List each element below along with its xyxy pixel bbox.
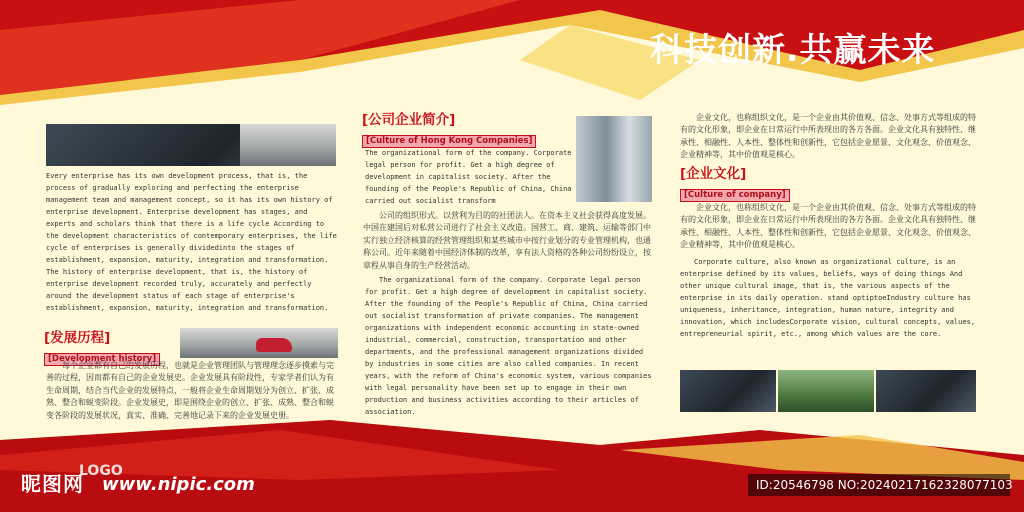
- corporate-culture-heading-en: [Culture of company]: [680, 189, 790, 202]
- company-profile-heading-en: [Culture of Hong Kong Companies]: [362, 135, 536, 148]
- company-profile-heading-cn: [公司企业简介]: [362, 112, 456, 128]
- car-photo: [180, 328, 338, 358]
- interior-photo: [240, 124, 336, 166]
- right-chinese-paragraph-2: 企业文化，也称组织文化，是一个企业由其价值观、信念、处事方式等组成的特有的文化形象，即企业在日常运行中所表现出的各方各面。企业文化具有独特性、继承性、相融性、人本性、整体性和创新性，它包括企业愿景、文化观念、价值观念、企业精神等，其中价值观是核心。: [680, 203, 976, 250]
- facade-photo: [680, 370, 776, 412]
- corporate-culture-heading-cn: [企业文化]: [680, 166, 747, 182]
- right-english-text: Corporate culture, also known as organizational culture, is an enterprise defined by its values, beliefs, ways of doing things And other unique cultural image, that is, the various aspects of the enterprise in its daily operation. stand optiptoeIndustry culture has uniqueness, inheritance, integration, human nature, integrity and innovation, which includesCorporate vision, cultural concepts, values, entrepreneurial spirit, etc., among which values are the core.: [680, 258, 976, 338]
- middle-chinese-text: [363, 210, 653, 274]
- middle-english-text-1: The organizational form of the company. Corporate legal person for profit. Get a high degree of development in capitalist society. After the founding of the People's Republic of China, China carried out socialist transform: [365, 149, 572, 205]
- nipic-logo: 昵图网: [21, 472, 84, 496]
- corporate-culture-heading: [680, 166, 790, 202]
- page-title: 科技创新.共赢未来: [650, 30, 936, 69]
- left-chinese-paragraph: 每个企业都有自己的发展历程，也就是企业管理团队与管理理念逐步摸索与完善的过程，因而都有自己的企业发展史。企业发展具有阶段性，专家学者们认为有生命周期，结合当代企业的发展特点，一般将企业生命周期划分为创立、扩张、成熟、整合和蜕变阶段。企业发展史，即是围绕企业的创立、扩张、成熟、整合和蜕变各阶段的发展状况，真实、准确、完善地记录下来的企业发展史册。: [46, 361, 334, 420]
- middle-chinese-paragraph: 公司的组织形式。以营利为目的的社团法人。在资本主义社会获得高度发展。中国在建国后对私营公司进行了社会主义改造。国营工、商、建筑、运输等部门中实行独立经济核算的经营管理组织和某些城市中按行业划分的专业管理机构，也通称公司。近年来随着中国经济体制的改革，享有法人资格的各种公司纷纷设立，按章程从事自身的生产经营活动。: [363, 211, 651, 270]
- left-english-text: Every enterprise has its own development process, that is, the process of gradually exploring and perfecting the enterprise management team and management concept, so it has its own history of enterprise development. Enterprise development has stages, and experts and scholars think that there is a life cycle According to the development characteristics of contemporary enterprises, the life cycle of enterprises is generally dividedinto the stages of establishment, expansion, maturity, integration and transformation. The history of enterprise development, that is, the history of enterprise development recorded truly, accurately and perfectly around the development status of each stage of enterprise's establishment, expansion, maturity, integration and transformation.: [46, 172, 337, 312]
- tree-sign-photo: [778, 370, 874, 412]
- left-chinese-text: [46, 360, 338, 436]
- image-id-bar: ID:20546798 NO:20240217162328077103: [748, 474, 1010, 496]
- company-profile-heading: [362, 112, 536, 148]
- dark-building-photo: [876, 370, 976, 412]
- logo-text: LOGO: [79, 463, 123, 479]
- right-chinese-paragraph-1: 企业文化，也称组织文化，是一个企业由其价值观、信念、处事方式等组成的特有的文化形象，即企业在日常运行中所表现出的各方各面。企业文化具有独特性、继承性、相融性、人本性、整体性和创新性，它包括企业愿景、文化观念、价值观念、企业精神等，其中价值观是核心。: [680, 113, 976, 160]
- development-history-heading-cn: [发展历程]: [44, 330, 111, 346]
- middle-english-text-2: The organizational form of the company. Corporate legal person for profit. Get a high degree of development in capitalist society. After the founding of the People's Republic of China, China carried out socialist transformation of private companies. The management organizations with independent economic accounting in state-owned industrial, commercial, construction, transportation and other departments, and the professional management organizations divided by industries in some cities are also called companies. In recent years, with the reform of China's economic system, various companies with legal personality have been set up to engage in their own production and business activities according to their articles of association.: [365, 276, 652, 416]
- car-shape: [256, 338, 292, 352]
- right-chinese-text-2: [680, 202, 976, 254]
- glass-office-photo: [576, 116, 652, 202]
- development-history-heading-en: [Development history]: [44, 353, 160, 366]
- right-chinese-text-1: [680, 112, 976, 164]
- watermark-url[interactable]: www.nipic.com: [102, 474, 255, 495]
